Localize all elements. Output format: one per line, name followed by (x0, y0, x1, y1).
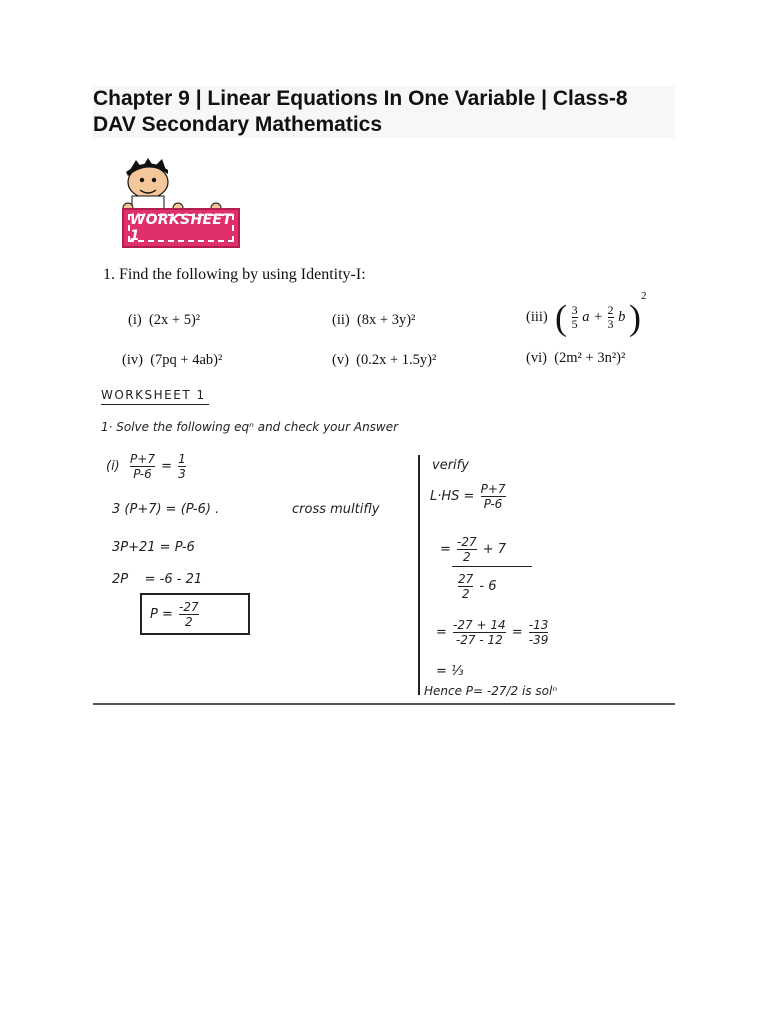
item-3-frac-b: $\frac{2}{3}$ (607, 303, 614, 332)
item-6 (526, 350, 625, 367)
item-4 (122, 352, 222, 369)
verify-lhs: L·HS = $\frac{P+7}{P-6}$ (430, 482, 506, 511)
solution-eq: (i) $\frac{P+7}{P-6}$ = $\frac{1}{3}$ (106, 452, 186, 481)
verify-line3-frac: $\frac{-27 + 14}{-27 - 12}$ (453, 618, 506, 647)
item-6-num: (vi) (526, 350, 547, 366)
eq-rhs-frac: $\frac{1}{3}$ (178, 452, 186, 481)
step-2: 3P+21 = P-6 (112, 540, 195, 555)
item-5-expr: (0.2x + 1.5y)² (356, 352, 437, 368)
item-1 (128, 312, 200, 329)
step-1: 3 (P+7) = (P-6) . (112, 502, 220, 517)
step-3: 2P = -6 - 21 (112, 572, 203, 587)
item-3-var1: a + (582, 309, 603, 325)
item-4-num: (iv) (122, 352, 143, 368)
item-4-expr: (7pq + 4ab)² (150, 352, 223, 368)
verify-main-bar (452, 566, 532, 567)
title-underline (101, 404, 209, 405)
question-heading: 1. Find the following by using Identity-I: (103, 266, 366, 283)
verify-divider (418, 455, 420, 695)
item-2-num: (ii) (332, 312, 350, 328)
verify-line-4: = ⅓ (436, 664, 464, 679)
worksheet-badge (122, 208, 240, 248)
verify-lhs-frac: $\frac{P+7}{P-6}$ (480, 482, 506, 511)
eq-lhs-frac: $\frac{P+7}{P-6}$ (130, 452, 155, 481)
item-3-num: (iii) (526, 309, 548, 325)
bottom-rule (93, 703, 675, 705)
verify-line-3: = $\frac{-27 + 14}{-27 - 12}$ = $\frac{-13}{-39}$ (436, 618, 549, 647)
handwritten-title: WORKSHEET 1 (101, 388, 206, 402)
open-paren: ( (555, 297, 567, 338)
item-3-power: 2 (641, 290, 647, 302)
step-1-note: cross multifly (292, 502, 380, 517)
part-label: (i) (106, 459, 120, 474)
item-1-expr: (2x + 5)² (148, 312, 201, 328)
answer (150, 600, 201, 629)
verify-line-2-den: $\frac{27}{2}$ - 6 (458, 572, 497, 601)
verify-conclusion: Hence P= -27/2 is solⁿ (424, 684, 558, 698)
worksheet-badge-label: WORKSHEET 1 (129, 212, 233, 244)
answer-lhs: P = (150, 607, 173, 622)
item-3-frac-a: $\frac{3}{5}$ (571, 303, 578, 332)
item-6-expr: (2m² + 3n²)² (554, 350, 626, 366)
instruction-text: 1· Solve the following eqⁿ and check your Answer (101, 420, 399, 434)
item-3 (526, 290, 647, 336)
verify-line2-bottom-frac: $\frac{27}{2}$ (458, 572, 474, 601)
item-1-num: (i) (128, 312, 142, 328)
item-5 (332, 352, 436, 369)
verify-title: verify (432, 458, 469, 473)
answer-frac: $\frac{-27}{2}$ (179, 600, 199, 629)
title-block (93, 86, 675, 138)
item-2 (332, 312, 415, 329)
item-3-var2: b (618, 309, 626, 325)
verify-line-2: = $\frac{-27}{2}$ + 7 (440, 535, 507, 564)
close-paren: ) (629, 297, 642, 338)
page-title: Chapter 9 | Linear Equations In One Variable | Class-8 DAV Secondary Mathematics (93, 87, 628, 136)
verify-line2-top-frac: $\frac{-27}{2}$ (457, 535, 477, 564)
verify-line3-result-frac: $\frac{-13}{-39}$ (528, 618, 549, 647)
item-2-expr: (8x + 3y)² (356, 312, 416, 328)
item-5-num: (v) (332, 352, 349, 368)
